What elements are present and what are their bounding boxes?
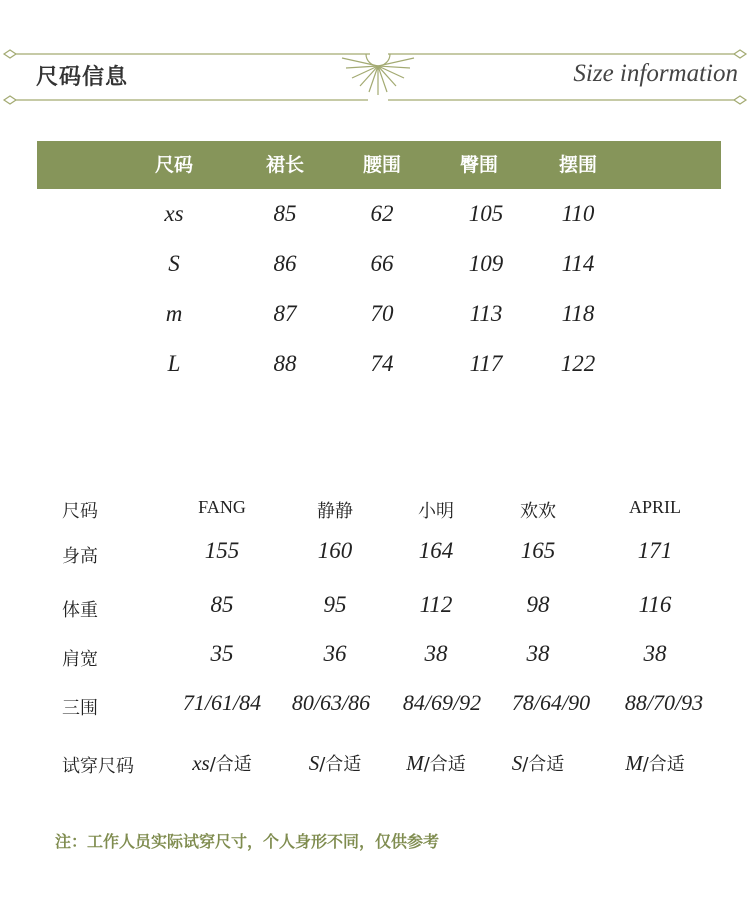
- model-value: 85: [210, 592, 234, 617]
- fit-size-text: /合适: [423, 754, 466, 775]
- size-cell: S: [168, 251, 180, 276]
- model-value: 88/70/93: [624, 690, 704, 715]
- model-value: 38: [526, 641, 550, 666]
- size-cell: 113: [469, 301, 503, 326]
- fit-size-text: /合适: [522, 754, 565, 775]
- model-header-row: [0, 486, 750, 532]
- row-label: 身高: [62, 546, 98, 567]
- size-header-cell: 臀围: [459, 154, 498, 176]
- model-value: 38: [643, 641, 667, 666]
- page-title-cn: 尺码信息: [36, 65, 129, 90]
- row-label: 试穿尺码: [62, 756, 134, 777]
- size-header-cell: 尺码: [154, 154, 193, 176]
- size-cell: 74: [370, 351, 394, 376]
- fit-size-text: /合适: [642, 754, 685, 775]
- model-value: 164: [418, 538, 454, 563]
- table-row: [0, 744, 750, 794]
- fit-size-text: /合适: [319, 754, 362, 775]
- model-value: 116: [638, 592, 672, 617]
- fit-size: [590, 750, 720, 776]
- fit-size-value: xs: [192, 751, 210, 775]
- size-cell: 62: [370, 201, 394, 226]
- model-value: 78/64/90: [511, 690, 591, 715]
- model-value: 80/63/86: [291, 690, 371, 715]
- fit-size-value: S: [308, 751, 320, 775]
- size-cell: 105: [468, 201, 504, 226]
- model-name: 静静: [317, 501, 353, 521]
- size-cell: 85: [273, 201, 297, 226]
- model-value: 112: [419, 592, 453, 617]
- size-cell: 110: [561, 201, 595, 226]
- table-row: [0, 532, 750, 590]
- model-name: 欢欢: [520, 501, 556, 521]
- size-cell: 114: [561, 251, 595, 276]
- fit-size-value: M: [406, 751, 424, 775]
- row-label: 肩宽: [62, 649, 98, 670]
- fit-size-text: /合适: [209, 754, 252, 775]
- model-name: APRIL: [628, 497, 681, 517]
- size-cell: L: [167, 351, 181, 376]
- model-value: 71/61/84: [182, 690, 262, 715]
- size-header-cell: 摆围: [558, 154, 597, 176]
- header-ornament: [0, 0, 750, 110]
- model-value: 95: [323, 592, 347, 617]
- model-value: 35: [210, 641, 234, 666]
- page-title-en: Size information: [573, 60, 738, 87]
- model-value: 38: [424, 641, 448, 666]
- table-row: [37, 189, 721, 239]
- table-row: [37, 239, 721, 289]
- model-value: 165: [520, 538, 556, 563]
- model-value: 36: [323, 641, 347, 666]
- table-row: [37, 289, 721, 339]
- row-label: 尺码: [62, 501, 98, 522]
- model-name: 小明: [418, 501, 454, 521]
- model-value: 98: [526, 592, 550, 617]
- size-cell: xs: [164, 201, 184, 226]
- model-value: 171: [637, 538, 673, 563]
- size-cell: 86: [273, 251, 297, 276]
- size-cell: 122: [560, 351, 596, 376]
- size-cell: 109: [468, 251, 504, 276]
- size-cell: 87: [273, 301, 297, 326]
- fit-size-value: S: [511, 751, 523, 775]
- size-cell: 88: [273, 351, 297, 376]
- table-row: [0, 639, 750, 688]
- model-table: [0, 486, 750, 794]
- footnote: 注：工作人员实际试穿尺寸，个人身形不同，仅供参考: [55, 832, 440, 851]
- row-label: 三围: [62, 698, 98, 719]
- model-value: 160: [317, 538, 353, 563]
- size-cell: 117: [469, 351, 503, 376]
- table-row: [37, 339, 721, 389]
- model-name: FANG: [198, 497, 246, 517]
- size-table-header: [37, 141, 721, 189]
- row-label: 体重: [62, 600, 98, 621]
- table-row: [0, 688, 750, 744]
- model-value: 155: [204, 538, 240, 563]
- size-cell: 118: [561, 301, 595, 326]
- fit-size-value: M: [625, 751, 643, 775]
- size-cell: 66: [370, 251, 394, 276]
- size-header-cell: 裙长: [265, 154, 304, 176]
- size-cell: m: [165, 301, 183, 326]
- table-row: [0, 590, 750, 639]
- size-table: [37, 141, 721, 389]
- model-value: 84/69/92: [402, 690, 482, 715]
- fit-size: [157, 750, 287, 776]
- size-cell: 70: [370, 301, 394, 326]
- size-header-cell: 腰围: [362, 154, 401, 176]
- fit-size: [473, 750, 603, 776]
